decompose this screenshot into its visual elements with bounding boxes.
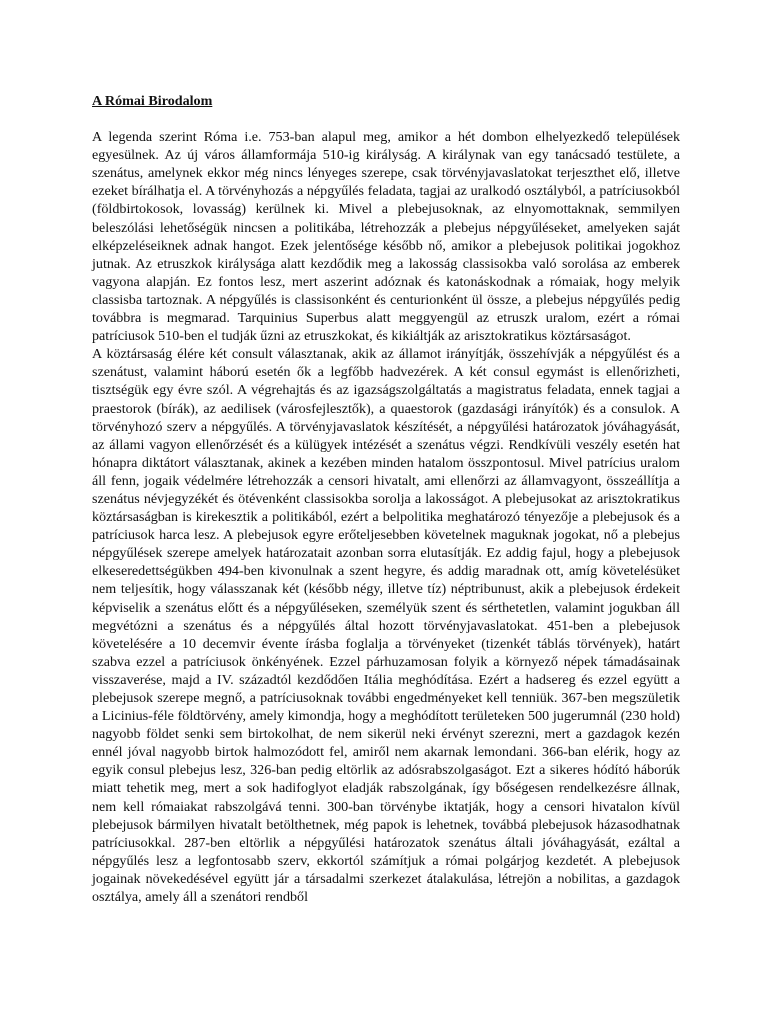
paragraph-monarchy: A legenda szerint Róma i.e. 753-ban alapul meg, amikor a hét dombon elhelyezkedő települések egyesülnek. Az új város államformája 510-ig királyság. A királynak van egy tanácsadó testülete, a szenátus, amelynek ekkor még nincs lényeges szerepe, csak törvényjavaslatokat terjeszthet elő, illetve ezeket bírálhatja el. A törvényhozás a népgyűlés feladata, tagjai az uralkodó osztályból, a patríciusokból (földbirtokosok, lovasság) kerülnek ki. Mivel a plebejusoknak, az elnyomottaknak, semmilyen beleszólási lehetőségük nincsen a politikába, létrehozzák a plebejus népgyűléseket, amelyeken saját elképzeléseiknek adnak hangot. Ezek jelentősége később nő, amikor a plebejusok politikai jogokhoz jutnak. Az etruszkok királysága alatt kezdődik meg a lakosság classisokba való sorolása az emberek vagyona alapján. Ez fontos lesz, mert aszerint adóznak és katonáskodnak a rómaiak, hogy melyik classisba tartoznak. A népgyűlés is classisonként és centurionként ül össze, a plebejus népgyűlés pedig továbbra is megmarad. Tarquinius Superbus alatt meggyengül az etruszk uralom, ezért a római patríciusok 510-ben el tudják űzni az etruszkokat, és kikiáltják az arisztokratikus köztársaságot.: [92, 129, 680, 345]
document-body: [92, 92, 680, 906]
document-title: A Római Birodalom: [92, 93, 213, 109]
paragraph-republic: A köztársaság élére két consult választanak, akik az államot irányítják, összehívják a népgyűlést és a szenátust, valamint háború esetén ők a legfőbb hadvezérek. A két consul egymást is ellenőrizheti, tisztségük egy évre szól. A végrehajtás és az igazságszolgáltatás a magistratus feladata, ennek tagjai a praestorok (bírák), az aedilisek (városfejlesztők), a quaestorok (gazdasági irányítók) és a consulok. A törvényhozó szerv a népgyűlés. A törvényjavaslatok készítését, a népgyűlési határozatok jóváhagyását, az állami vagyon ellenőrzését és a külügyek intézését a szenátus végzi. Rendkívüli veszély esetén hat hónapra diktátort választanak, akinek a kezében minden hatalom összpontosul. Mivel patrícius uralom áll fenn, jogaik védelmére létrehozzák a censori hivatalt, ami ellenőrzi az államvagyont, összeállítja a szenátus névjegyzékét és ötévenként classisokba sorolja a lakosságot. A plebejusokat az arisztokratikus köztársaságban is kirekesztik a politikából, ezért a belpolitika meghatározó tényezője a plebejusok és a patríciusok harca lesz. A plebejusok egyre erőteljesebben követelnek maguknak jogokat, nő a plebejus népgyűlések szerepe amelyek határozatait azonban sorra elutasítják. Ez addig fajul, hogy a plebejusok elkeseredettségükben 494-ben kivonulnak a szent hegyre, és addig maradnak ott, amíg követelésüket nem teljesítik, hogy válasszanak két (később négy, illetve tíz) néptribunust, akik a plebejusok érdekeit képviselik a szenátus előtt és a népgyűléseken, személyük szent és sérthetetlen, valamint jogukban áll megvétózni a szenátus és a népgyűlés által hozott törvényjavaslatokat. 451-ben a plebejusok követelésére a 10 decemvir évente írásba foglalja a törvényeket (tizenkét táblás törvények), határt szabva ezzel a patríciusok önkényének. Ezzel párhuzamosan folyik a környező népek támadásainak visszaverése, majd a IV. századtól kezdődően Itália meghódítása. Ezért a hadsereg és ezzel együtt a plebejusok szerepe megnő, a patríciusoknak további engedményeket kell tenniük. 367-ben megszületik a Licinius-féle földtörvény, amely kimondja, hogy a meghódított területeken 500 jugerumnál (230 hold) nagyobb földet senki sem birtokolhat, de nem sikerül neki érvényt szerezni, mert a gazdagok kezén ennél jóval nagyobb birtok halmozódott fel, amiről nem akarnak lemondani. 366-ban elérik, hogy az egyik consul plebejus lesz, 326-ban pedig eltörlik az adósrabszolgaságot. Ezt a sikeres hódító háborúk miatt tehetik meg, mert a sok hadifoglyot eladják rabszolgának, így bőségesen rendelkezésre állnak, nem kell rómaiakat rabszolgává tenni. 300-ban törvénybe iktatják, hogy a censori hivatalon kívül plebejusok bármilyen hivatalt betölthetnek, még papok is lehetnek, továbbá plebejusok házasodhatnak patríciusokkal. 287-ben eltörlik a népgyűlési határozatok szenátus általi jóváhagyását, ezáltal a népgyűlés lesz a legfontosabb szerv, ekkortól számítjuk a római polgárjog kezdetét. A plebejusok jogainak növekedésével együtt jár a társadalmi szerkezet átalakulása, létrejön a nobilitas, a gazdagok osztálya, amely áll a szenátori rendből: [92, 346, 680, 906]
